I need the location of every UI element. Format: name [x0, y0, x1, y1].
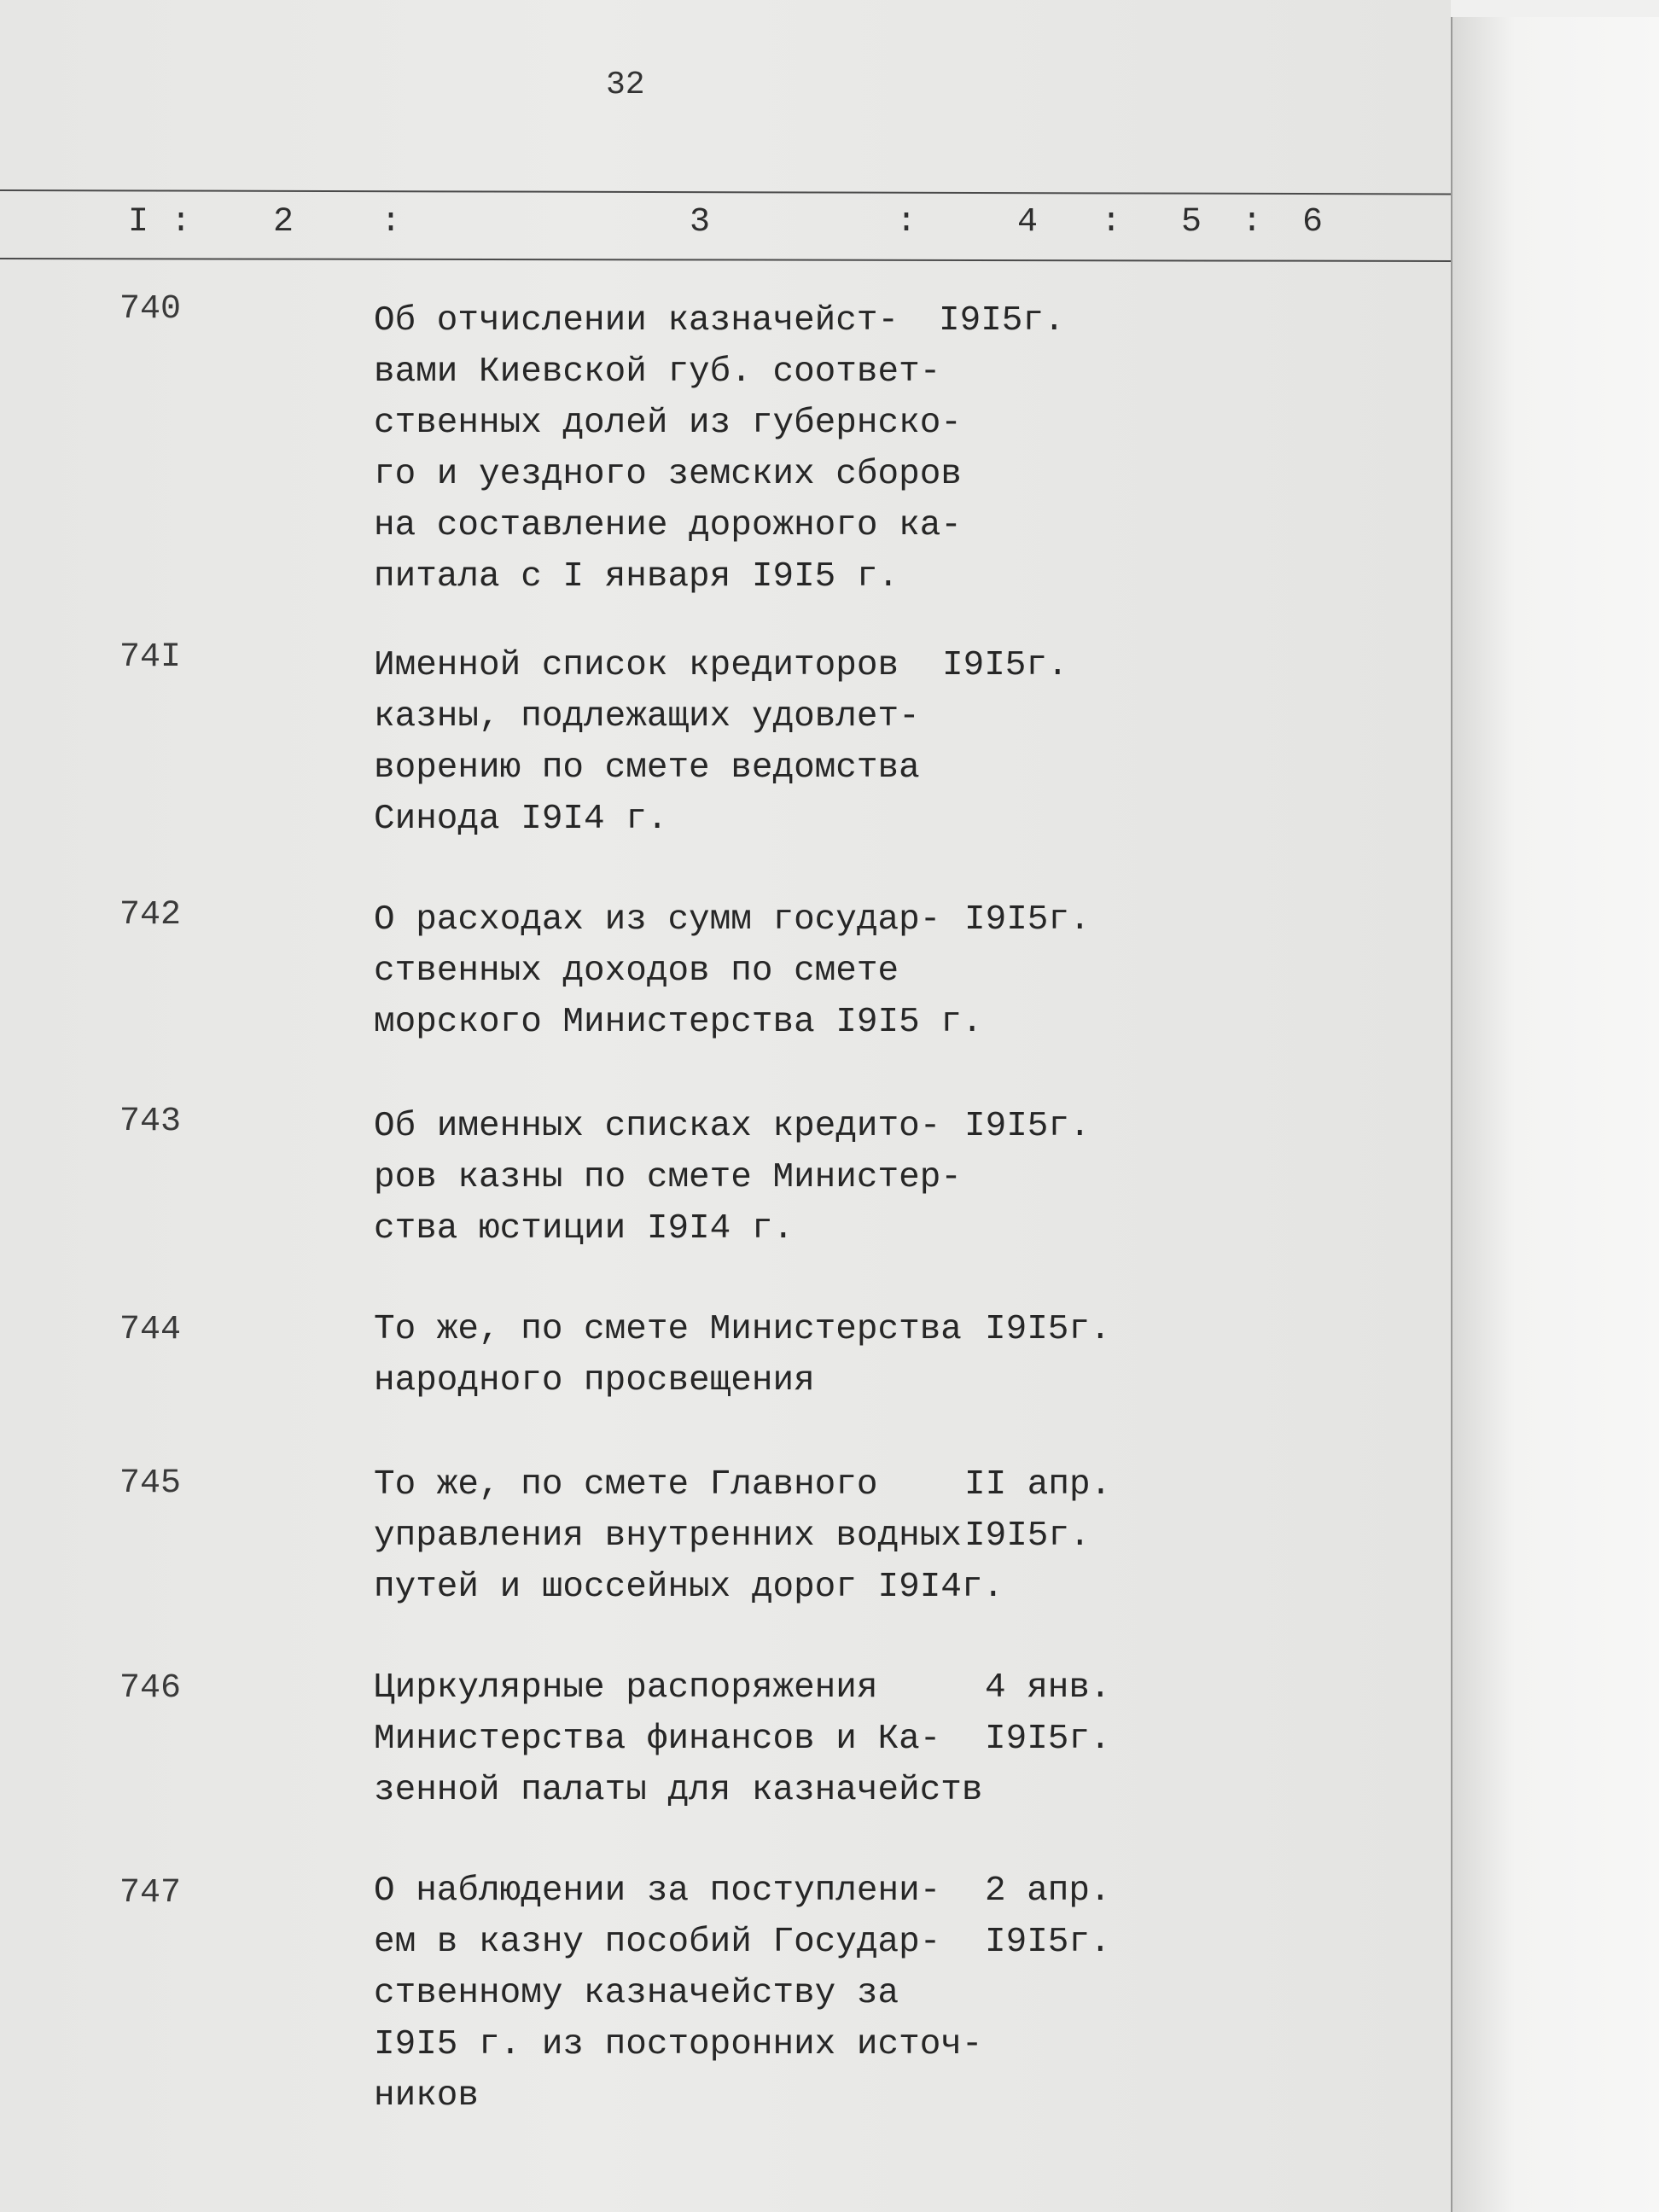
entry-title-line: путей и шоссейных дорог I9I4г. — [374, 1568, 1004, 1607]
entry-title-line: Министерства финансов и Ка- — [374, 1720, 941, 1759]
column-separator: : — [1242, 203, 1263, 242]
entry-date-line: I9I5г. — [964, 1107, 1091, 1146]
entry-title-line: вами Киевской губ. соответ- — [374, 352, 941, 392]
entry-title-line: на составление дорожного ка- — [374, 506, 962, 545]
entry-title-line: народного просвещения — [374, 1361, 815, 1400]
entry-date-line: 4 янв. — [985, 1668, 1111, 1708]
entry-date-line: I9I5г. — [985, 1923, 1111, 1962]
entry-date-line: I9I5г. — [964, 1516, 1091, 1556]
column-separator: : — [171, 203, 192, 242]
entry-number: 74I — [119, 638, 182, 677]
column-separator: : — [381, 203, 402, 242]
entry-title-line: казны, подлежащих удовлет- — [374, 697, 920, 736]
entry-date-line: 2 апр. — [985, 1871, 1111, 1911]
entry-date-line: I9I5г. — [985, 1720, 1111, 1759]
entry-title-line: ворению по смете ведомства — [374, 748, 920, 788]
entry-title-line: управления внутренних водных — [374, 1516, 962, 1556]
entry-date — [985, 1662, 1111, 1765]
entry-title-line: ров казны по смете Министер- — [374, 1158, 962, 1197]
entry-number: 746 — [119, 1669, 182, 1708]
entry-title-line: Именной список кредиторов — [374, 646, 899, 685]
entry-title-line: О наблюдении за поступлени- — [374, 1871, 941, 1911]
entry-title-line: О расходах из сумм государ- — [374, 900, 941, 940]
entry-date — [985, 1304, 1111, 1355]
entry-number: 744 — [119, 1311, 182, 1349]
entry-number: 742 — [119, 896, 182, 934]
entry-title-line: зенной палаты для казначейств — [374, 1771, 983, 1810]
entry-date — [964, 1459, 1111, 1562]
column-header-1: I — [128, 203, 149, 242]
entry-date-line: I9I5г. — [964, 900, 1091, 940]
page-edge — [1451, 17, 1659, 2212]
entry-date — [964, 1101, 1091, 1152]
entry-title-line: Синода I9I4 г. — [374, 800, 668, 839]
column-header-4: 4 — [1017, 203, 1039, 242]
entry-date — [942, 640, 1068, 691]
column-header-6: 6 — [1302, 203, 1324, 242]
entry-title-line: I9I5 г. из посторонних источ- — [374, 2025, 983, 2064]
column-separator: : — [1101, 203, 1122, 242]
entry-title-line: ственных доходов по смете — [374, 952, 899, 991]
entry-title-line: То же, по смете Главного — [374, 1465, 878, 1505]
entry-number: 740 — [119, 290, 182, 329]
entry-title — [374, 640, 920, 845]
entry-title-line: ственных долей из губернско- — [374, 404, 962, 443]
entry-date-line: II апр. — [964, 1465, 1112, 1505]
entry-title — [374, 1304, 962, 1406]
entry-date-line: I9I5г. — [939, 301, 1065, 341]
entry-title-line: ственному казначейству за — [374, 1974, 899, 2013]
entry-number: 747 — [119, 1874, 182, 1912]
entry-title — [374, 1459, 1004, 1613]
column-separator: : — [896, 203, 917, 242]
entry-date — [939, 295, 1065, 346]
entry-date-line: I9I5г. — [985, 1310, 1111, 1349]
entry-date — [985, 1866, 1111, 1968]
entry-title — [374, 295, 962, 602]
entry-title — [374, 1662, 983, 1816]
entry-title-line: го и уездного земских сборов — [374, 455, 962, 494]
entry-number: 745 — [119, 1464, 182, 1503]
entry-title — [374, 894, 983, 1048]
column-header-2: 2 — [273, 203, 294, 242]
entry-title — [374, 1101, 962, 1254]
entry-title — [374, 1866, 983, 2122]
column-header-3: 3 — [690, 203, 711, 242]
entry-title-line: Об именных списках кредито- — [374, 1107, 941, 1146]
entry-title-line: морского Министерства I9I5 г. — [374, 1003, 983, 1042]
entry-title-line: Циркулярные распоряжения — [374, 1668, 878, 1708]
page-number: 32 — [606, 67, 645, 103]
entry-title-line: питала с I января I9I5 г. — [374, 557, 899, 597]
entry-title-line: ства юстиции I9I4 г. — [374, 1209, 795, 1249]
column-header-5: 5 — [1181, 203, 1202, 242]
entry-date — [964, 894, 1091, 946]
entry-number: 743 — [119, 1103, 182, 1141]
entry-title-line: Об отчислении казначейст- — [374, 301, 899, 341]
entry-title-line: ем в казну пособий Государ- — [374, 1923, 941, 1962]
entry-title-line: ников — [374, 2076, 480, 2116]
entry-title-line: То же, по смете Министерства — [374, 1310, 962, 1349]
entry-date-line: I9I5г. — [942, 646, 1068, 685]
